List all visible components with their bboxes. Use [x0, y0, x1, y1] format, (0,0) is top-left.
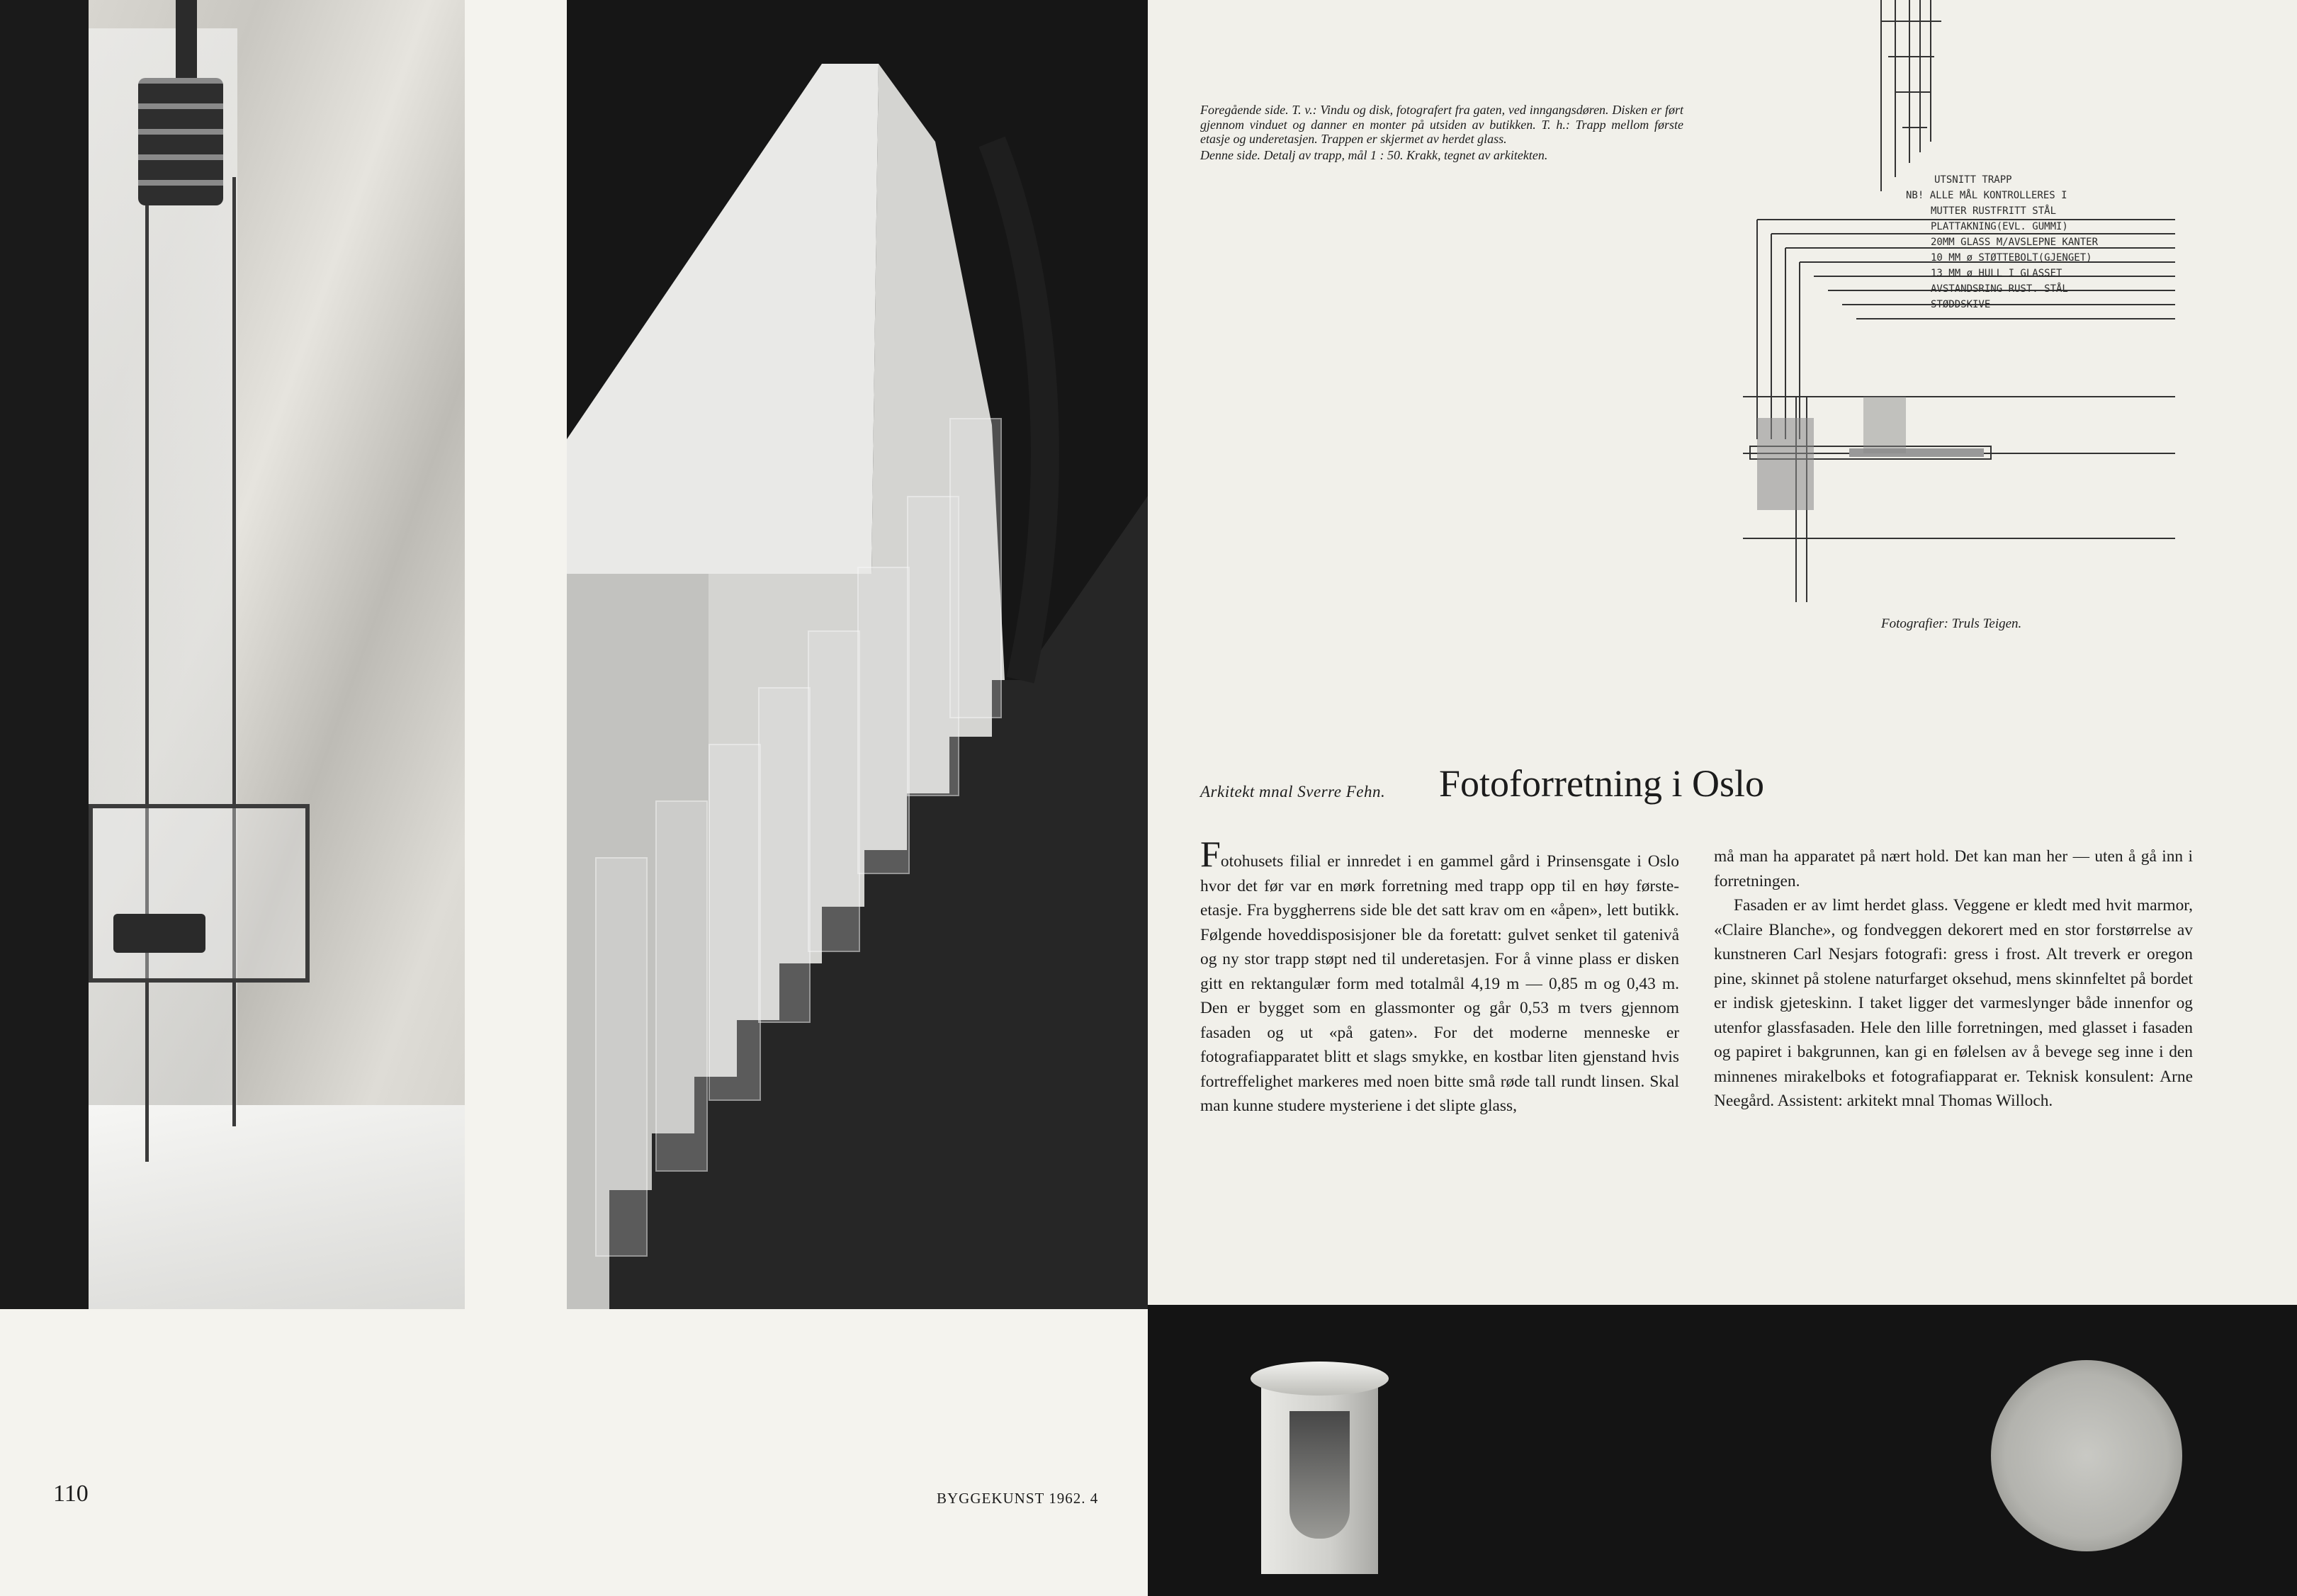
stool-photo	[1148, 1305, 2297, 1596]
glass-showcase	[89, 804, 310, 983]
caption-this-page: Denne side. Detalj av trapp, mål 1 : 50. Krakk, tegnet av arkitekten.	[1200, 147, 1548, 162]
body-paragraph: Fasaden er av limt herdet glass. Veggene er kledt med hvit marmor, «Claire Blanche», og fondveggen dekorert med en stor forstørrelse av kunstneren Carl Nesjars fotografi: gress i frost. Alt treverk er oregon pine, skinnet på stolene naturfarget oksehud, mens skinnfeltet på bordet er indisk gjeteskinn. I taket ligger det varmeslynger både innenfor og utenfor glassfasaden. Hele den lille forretningen, med glasset i fasaden og papiret i bakgrunnen, kan gi en følelsen av å bevege seg inne i den minnenes mirakelboks et fotografiapparat er. Teknisk konsulent: Arne Neegård. Assistent: arkitekt mnal Thomas Willoch.	[1714, 896, 2193, 1110]
article-title: Fotoforretning i Oslo	[1439, 762, 1764, 805]
cameras-in-showcase	[113, 914, 205, 953]
shop-window-photo	[0, 0, 465, 1309]
stair-detail-drawing	[1729, 0, 2182, 602]
drop-cap: F	[1200, 834, 1221, 875]
running-footer: BYGGEKUNST 1962. 4	[937, 1490, 1099, 1507]
stool-seat-top-view	[1991, 1360, 2182, 1551]
drawing-label: PLATTAKNING(EVL. GUMMI)	[1931, 221, 2068, 232]
photo-caption	[1200, 103, 1683, 162]
body-text: otohusets filial er innredet i en gammel gård i Prinsensgate i Oslo hvor det før var en mørk forretning med trapp opp til en høy første-etasje. Fra byggherrens side ble det satt krav om en «åpen», lett butikk. Følgende hoveddisposisjoner ble da foretatt: gulvet senket til gatenivå og ny stor trapp støpt ned til underetasjen. For å vinne plass er disken gitt en rektangulær form med totalmål 4,19 m — 0,85 m og 0,43 m. Den er bygget som en glassmonter og går 0,53 m tvers gjennom fasaden og ut «på gaten». For det moderne menneske er fotografiapparatet blitt et slags smykke, en kostbar liten gjenstand hvis fortreffelighet markeres med noen bitte små røde tall rundt linsen. Skal man kunne studere mysteriene i det slipte glass,	[1200, 852, 1679, 1115]
staircase-photo	[567, 0, 1148, 1309]
page-number: 110	[53, 1481, 89, 1507]
ceiling-lamp	[138, 78, 223, 205]
body-column-1	[1200, 834, 1679, 1119]
architect-credit: Arkitekt mnal Sverre Fehn.	[1200, 783, 1386, 800]
drawing-label: UTSNITT TRAPP	[1934, 174, 2012, 186]
drawing-label: 20MM GLASS M/AVSLEPNE KANTER	[1931, 237, 2099, 248]
article-header	[1200, 762, 2192, 818]
photo-credit: Fotografier: Truls Teigen.	[1881, 616, 2022, 631]
drawing-label: NB! ALLE MÅL KONTROLLERES I	[1906, 190, 2067, 201]
drawing-label: MUTTER RUSTFRITT STÅL	[1931, 205, 2057, 217]
caption-previous-page: Foregående side. T. v.: Vindu og disk, fotografert fra gaten, ved inngangsdøren. Disken er ført gjennom vinduet og danner en monter på utsiden av butikken. T. h.: Trapp mellom første etasje og underetasjen. Trappen er skjermet av herdet glass.	[1200, 103, 1683, 146]
drawing-label: AVSTANDSRING RUST. STÅL	[1931, 283, 2068, 295]
body-column-2	[1714, 844, 2193, 1114]
body-paragraph: må man ha apparatet på nært hold. Det kan man her — uten å gå inn i forretningen.	[1714, 847, 2193, 890]
drawing-label: 10 MM ø STØTTEBOLT(GJENGET)	[1931, 252, 2092, 264]
drawing-label: 13 MM ø HULL I GLASSET	[1931, 268, 2062, 279]
drawing-label: STØDDSKIVE	[1931, 299, 1991, 310]
